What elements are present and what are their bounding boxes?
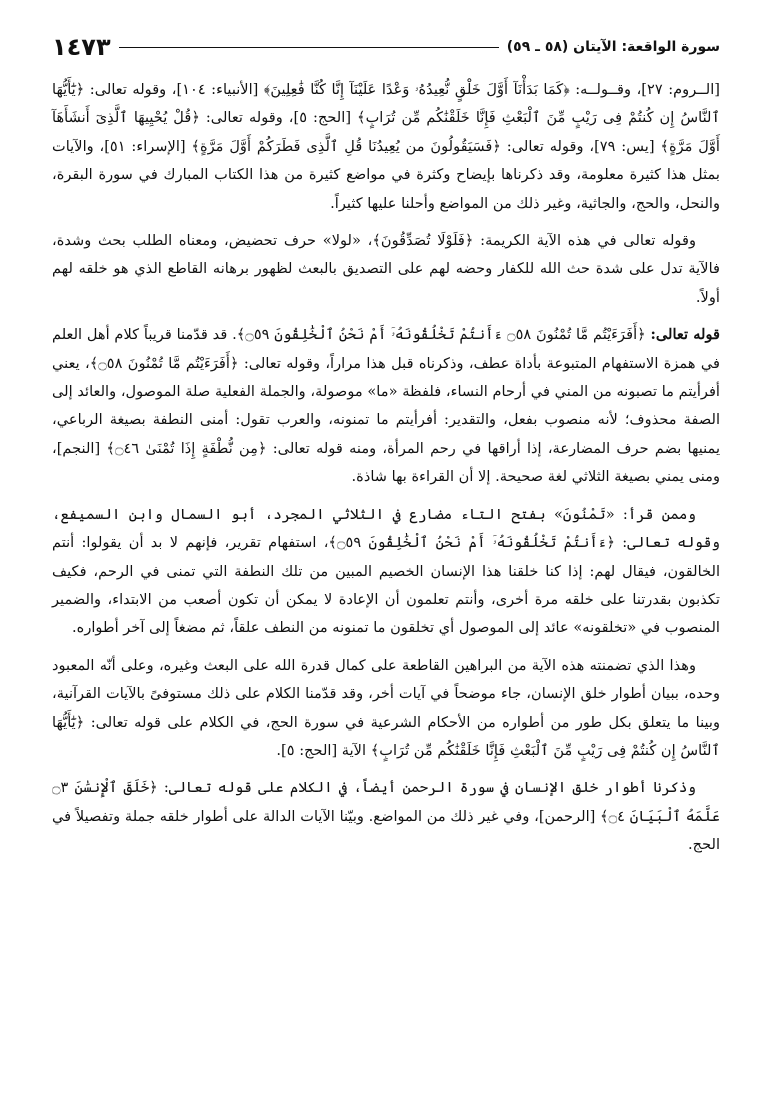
book-page	[52, 30, 720, 1090]
paragraph	[52, 652, 720, 766]
paragraph-text: ﴿أَفَرَءَيْتُم مَّا تُمْنُونَ ۝٥٨ ءَأَنتُمْ تَخْلُقُونَهُۥٓ أَمْ نَحْنُ ٱلْخَٰلِقُونَ ۝٥٩﴾. قد قدّمنا قريباً كلام أهل العلم في همزة الاستفهام المتبوعة بأداة عطف، وذكرناه قبل هذا مراراً، وقوله تعالى: ﴿أَفَرَءَيْتُم مَّا تُمْنُونَ ۝٥٨﴾، يعني أفرأيتم ما تصبونه من المني في أرحام النساء، فلفظة «ما» موصولة، والجملة الفعلية صلة الموصول، والعائد إلى الصفة محذوف؛ لأنه منصوب بفعل، والتقدير: أفرأيتم ما تمنونه، والعرب تقول: أمنى النطفة بصيغة الرباعي، يمنيها بضم حرف المضارعة، إذا أراقها في رحم المرأة، ومنه قوله تعالى: ﴿مِن نُّطْفَةٍ إِذَا تُمْنَىٰ ۝٤٦﴾ [النجم]، ومنى يمني بصيغة الثلاثي لغة صحيحة. إلا أن القراءة بها شاذة.	[52, 326, 721, 486]
paragraph-text: وذكرنا أطوار خلق الإنسان في سورة الرحمن أيضاً، في الكلام على قوله تعالى: ﴿خَلَقَ ٱلْإِنسَٰنَ ۝٣ عَلَّمَهُ ٱلْبَيَانَ ۝٤﴾ [الرحمن]، وفي غير ذلك من المواضع. وبيّنا الآيات الدالة على أطوار خلقه جملة وتفصيلاً في الحج.	[52, 779, 720, 854]
page-number: ١٤٧٣	[52, 33, 111, 61]
paragraph	[52, 227, 720, 312]
paragraph	[52, 501, 720, 643]
paragraph-text: وممن قرأ: «تَمْنُونَ» بفتح التاء مضارع في الثلاثي المجرد، أبو السمال وابن السميفع، وقوله تعالى: ﴿ءَأَنتُمْ تَخْلُقُونَهُۥٓ أَمْ نَحْنُ ٱلْخَٰلِقُونَ ۝٥٩﴾، استفهام تقرير، فإنهم لا بد أن يقولوا: أنتم الخالقون، فيقال لهم: إذا كنا خلقنا هذا الإنسان الخصيم المبين من تلك النطفة التي تمنى في الرحم، فكيف تكذبون بقدرتنا على خلقه مرة أخرى، وأنتم تعلمون أن الإعادة لا يمكن أن تكون أصعب من الابتداء، والضمير المنصوب في «تخلقونه» عائد إلى الموصول أي تخلقون ما تمنونه من النطف علقاً، ثم مضغاً إلى آخر أطواره.	[52, 505, 720, 637]
paragraph	[52, 321, 720, 491]
paragraph	[52, 76, 720, 218]
paragraph	[52, 774, 720, 859]
header-rule	[119, 47, 499, 48]
page-body	[52, 76, 720, 860]
paragraph-text: وهذا الذي تضمنته هذه الآية من البراهين القاطعة على كمال قدرة الله على البعث وغيره، وعلى أنّه المعبود وحده، ببيان أطوار خلق الإنسان، جاء موضحاً في آيات أخر، وقد قدّمنا الكلام على ذلك مستوفىً بالآيات القرآنية، وبينا ما يتعلق بكل طور من أطواره من الأحكام الشرعية في سورة الحج، في الكلام على قوله تعالى: ﴿يَٰٓأَيُّهَا ٱلنَّاسُ إِن كُنتُمْ فِى رَيْبٍ مِّنَ ٱلْبَعْثِ فَإِنَّا خَلَقْنَٰكُم مِّن تُرَابٍ﴾ الآية [الحج: ٥].	[52, 656, 720, 759]
paragraph-lead: قوله تعالى:	[650, 326, 720, 344]
paragraph-text: وقوله تعالى في هذه الآية الكريمة: ﴿فَلَوْلَا تُصَدِّقُونَ﴾، «لولا» حرف تحضيض، ومعناه الطلب بحث وشدة، فالآية تدل على شدة حث الله للكفار وحضه لهم على التصديق بالبعث لظهور برهانه القاطع الذي هو خلقه لهم أولاً.	[52, 232, 720, 306]
running-title: سورة الواقعة: الآيتان (٥٨ ـ ٥٩)	[506, 39, 720, 55]
page-header	[52, 30, 720, 64]
paragraph-text: [الــروم: ٢٧]، وقــولــه: ﴿كَمَا بَدَأْنَآ أَوَّلَ خَلْقٍ نُّعِيدُهُۥ وَعْدًا عَلَيْنَآ إِنَّا كُنَّا فَٰعِلِينَ﴾ [الأنبياء: ١٠٤]، وقوله تعالى: ﴿يَٰٓأَيُّهَا ٱلنَّاسُ إِن كُنتُمْ فِى رَيْبٍ مِّنَ ٱلْبَعْثِ فَإِنَّا خَلَقْنَٰكُم مِّن تُرَابٍ﴾ [الحج: ٥]، وقوله تعالى: ﴿قُلْ يُحْيِيهَا ٱلَّذِىٓ أَنشَأَهَآ أَوَّلَ مَرَّةٍ﴾ [يس: ٧٩]، وقوله تعالى: ﴿فَسَيَقُولُونَ من يُعِيدُنَا قُلِ ٱلَّذِى فَطَرَكُمْ أَوَّلَ مَرَّةٍ﴾ [الإسراء: ٥١]، والآيات بمثل هذا كثيرة معلومة، وقد ذكرناها بإيضاح وكثرة في مواضع كثيرة من هذا الكتاب المبارك في سورة البقرة، والنحل، والحج، والجاثية، وغير ذلك من المواضع وأحلنا عليها كثيراً.	[52, 81, 720, 212]
